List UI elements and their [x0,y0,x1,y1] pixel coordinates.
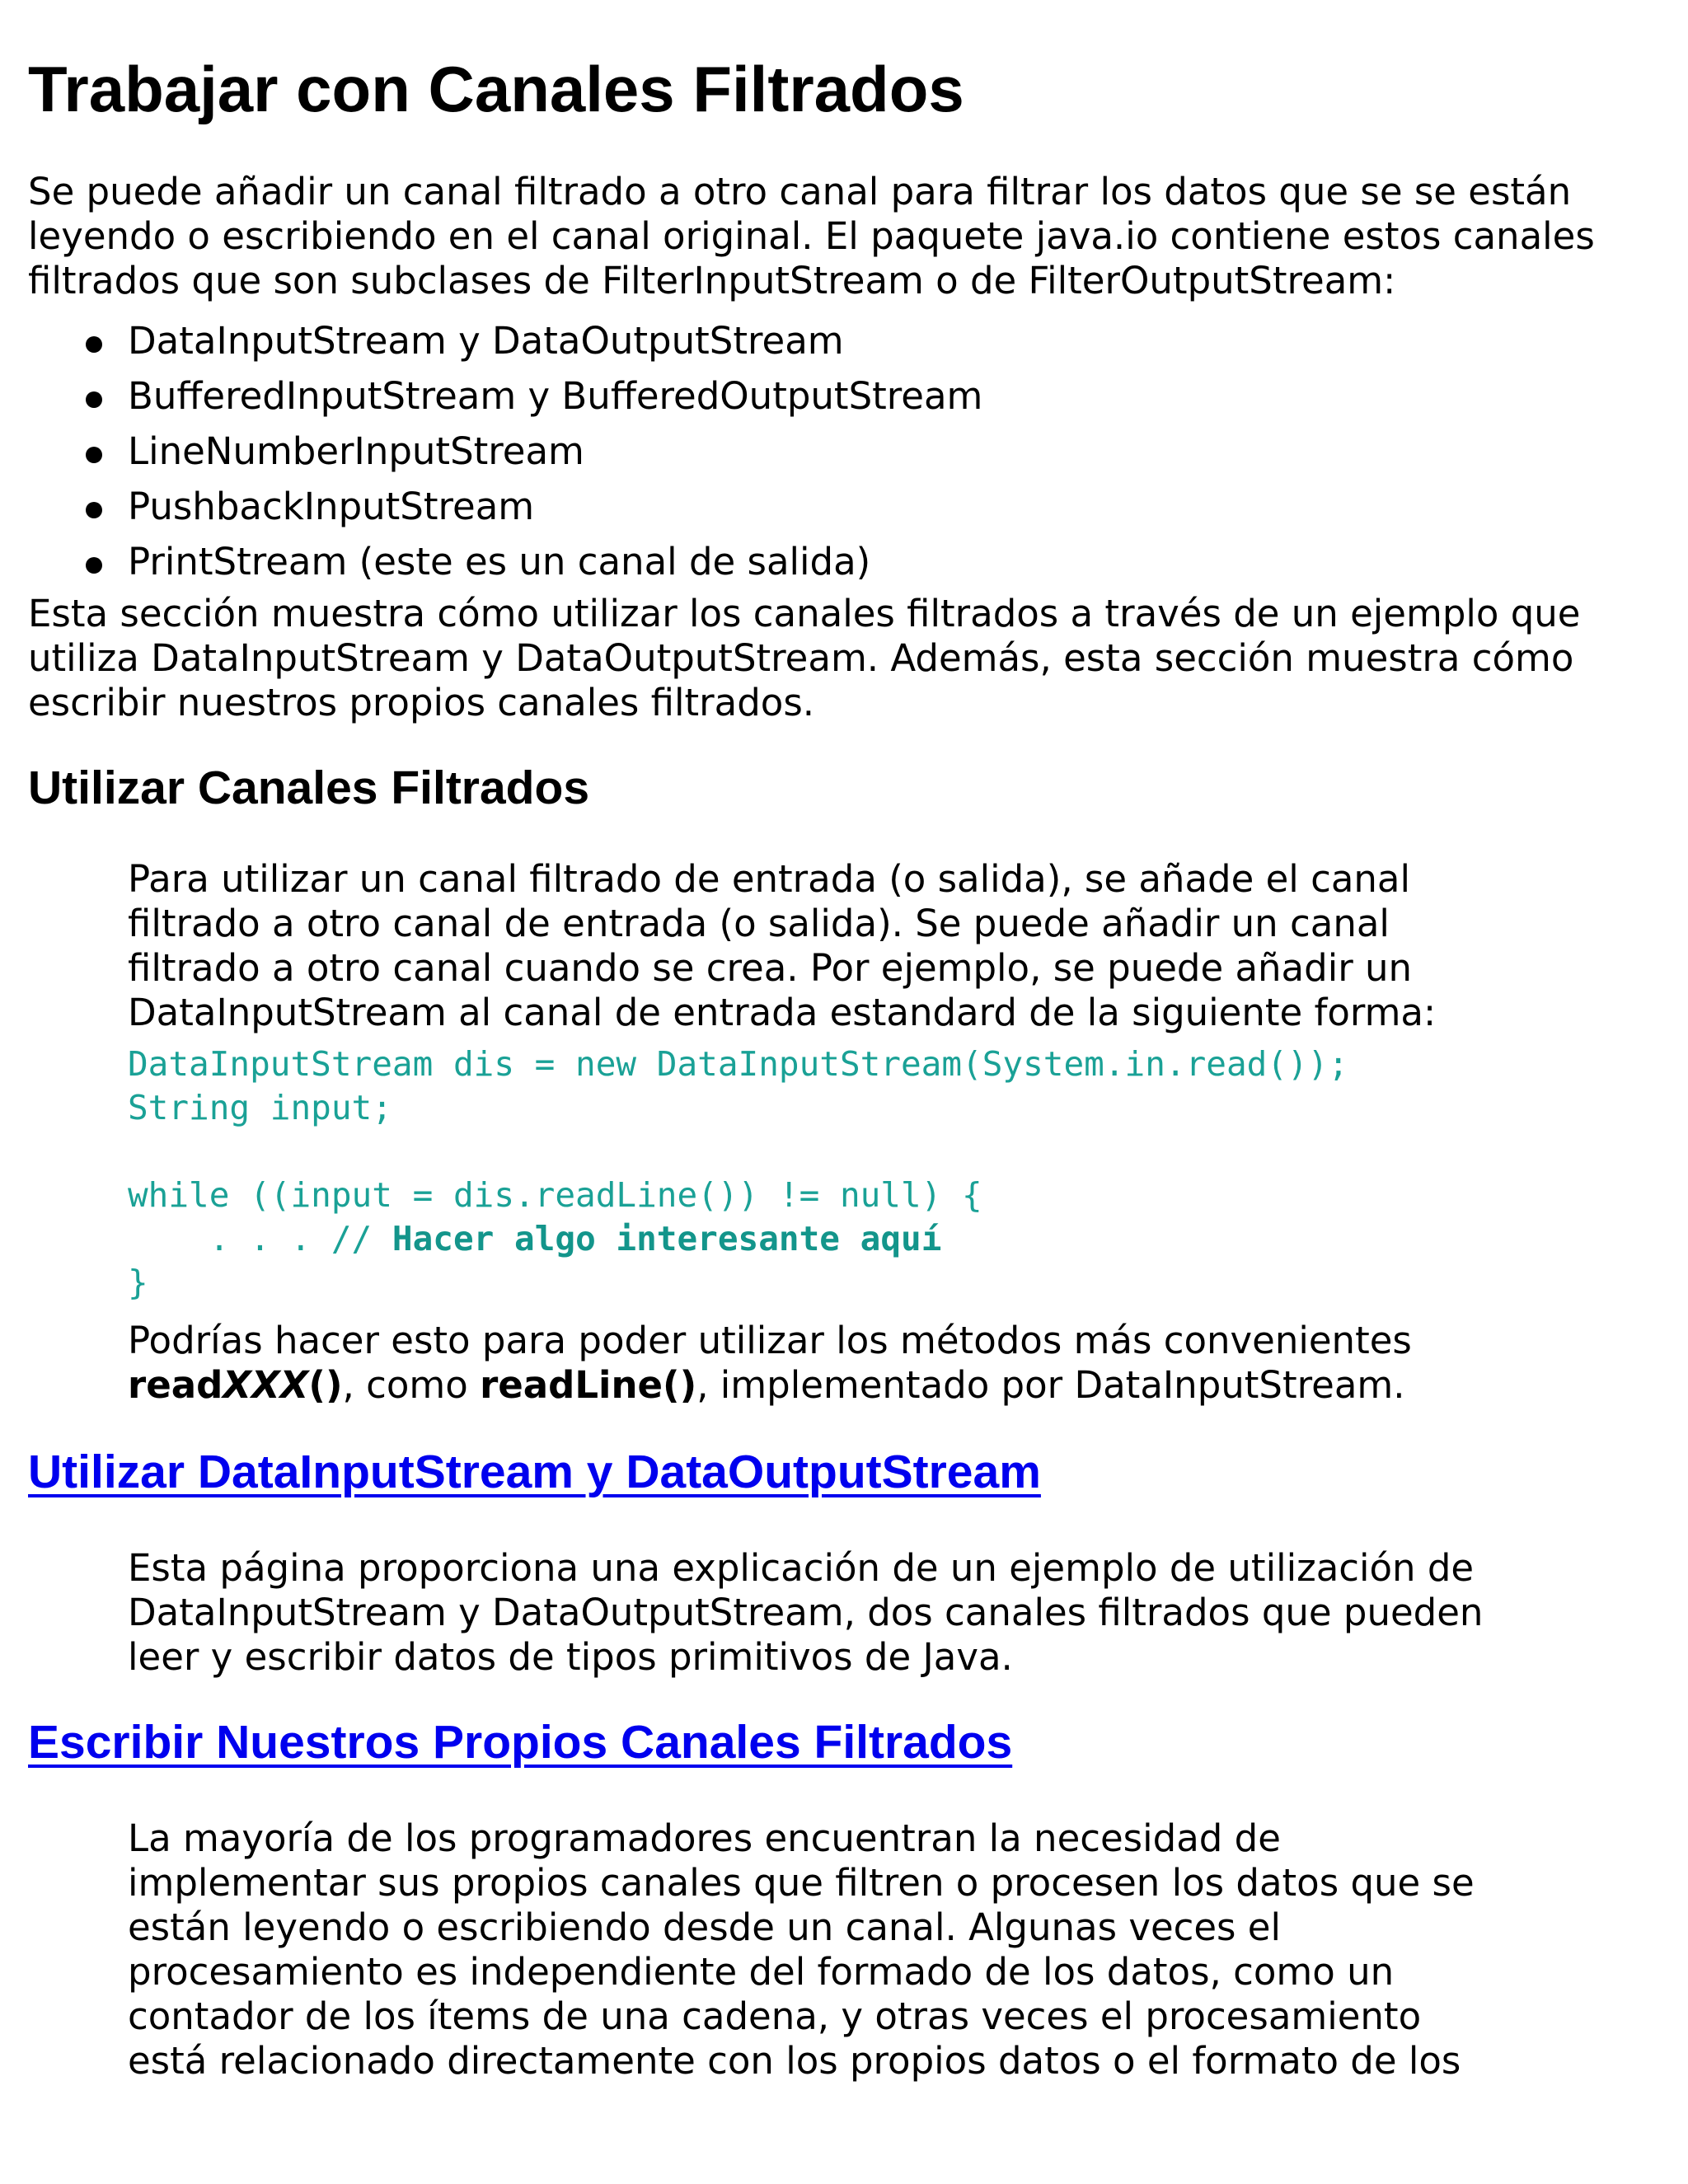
link-escribir-canales[interactable]: Escribir Nuestros Propios Canales Filtrados [28,1716,1013,1769]
code-line: while ((input = dis.readLine()) != null) { [128,1175,982,1215]
heading-escribir-canales [28,1713,1012,1772]
escribir-paragraph [128,1816,1475,2083]
method-name-read: readXXX() [128,1363,343,1407]
list-item: DataInputStream y DataOutputStream [0,313,982,368]
description-line: utiliza DataInputStream y DataOutputStream. Además, esta sección muestra cómo [28,636,1574,680]
paragraph-line: readXXX(), como readLine(), implementado por DataInputStream. [128,1363,1405,1407]
utilizar-after-paragraph [128,1319,1412,1408]
intro-paragraph [28,170,1595,303]
intro-line: leyendo o escribiendo en el canal original. El paquete java.io contiene estos canales [28,214,1595,258]
page-title: Trabajar con Canales Filtrados [28,53,964,125]
description-line: Esta sección muestra cómo utilizar los canales filtrados a través de un ejemplo que [28,592,1581,635]
code-comment-prefix: . . . // [128,1219,392,1258]
utilizar-paragraph [128,857,1436,1035]
heading-datainputstream [28,1442,1041,1502]
intro-line: Se puede añadir un canal filtrado a otro canal para filtrar los datos que se se están [28,170,1572,213]
code-line [128,1217,1348,1261]
paragraph-line: Esta página proporciona una explicación de un ejemplo de utilización de [128,1546,1475,1590]
paragraph-line: están leyendo o escribiendo desde un canal. Algunas veces el [128,1905,1281,1949]
paragraph-line: Para utilizar un canal filtrado de entrada (o salida), se añade el canal [128,857,1410,901]
list-item: PrintStream (este es un canal de salida) [0,534,982,589]
code-line: } [128,1263,148,1302]
code-example [128,1043,1348,1305]
description-line: escribir nuestros propios canales filtrados. [28,681,815,724]
paragraph-line: filtrado a otro canal de entrada (o salida). Se puede añadir un canal [128,902,1390,945]
section-description [28,592,1581,725]
datainputstream-paragraph [128,1546,1483,1680]
paragraph-line: contador de los ítems de una cadena, y otras veces el procesamiento [128,1994,1422,2038]
list-item: LineNumberInputStream [0,424,982,479]
code-comment-bold: Hacer algo interesante aquí [392,1219,942,1258]
filter-stream-list [0,313,982,589]
heading-utilizar-canales: Utilizar Canales Filtrados [28,762,590,814]
list-item: PushbackInputStream [0,479,982,534]
paragraph-line: procesamiento es independiente del formado de los datos, como un [128,1950,1395,1994]
code-line: DataInputStream dis = new DataInputStream(System.in.read()); [128,1044,1349,1084]
paragraph-line: filtrado a otro canal cuando se crea. Por ejemplo, se puede añadir un [128,946,1413,990]
paragraph-line: DataInputStream y DataOutputStream, dos canales filtrados que pueden [128,1591,1484,1634]
paragraph-line: Podrías hacer esto para poder utilizar los métodos más convenientes [128,1319,1412,1362]
intro-line: filtrados que son subclases de FilterInputStream o de FilterOutputStream: [28,259,1396,302]
paragraph-line: La mayoría de los programadores encuentran la necesidad de [128,1816,1281,1860]
link-datainputstream[interactable]: Utilizar DataInputStream y DataOutputStream [28,1446,1041,1498]
paragraph-line: DataInputStream al canal de entrada estandard de la siguiente forma: [128,991,1437,1034]
paragraph-line: leer y escribir datos de tipos primitivos de Java. [128,1635,1013,1679]
code-blank-line [128,1130,1348,1174]
method-name-readline: readLine() [480,1363,697,1407]
paragraph-line: implementar sus propios canales que filtren o procesen los datos que se [128,1861,1475,1905]
paragraph-line: está relacionado directamente con los propios datos o el formato de los [128,2039,1461,2083]
code-line: String input; [128,1088,392,1127]
list-item: BufferedInputStream y BufferedOutputStream [0,368,982,424]
